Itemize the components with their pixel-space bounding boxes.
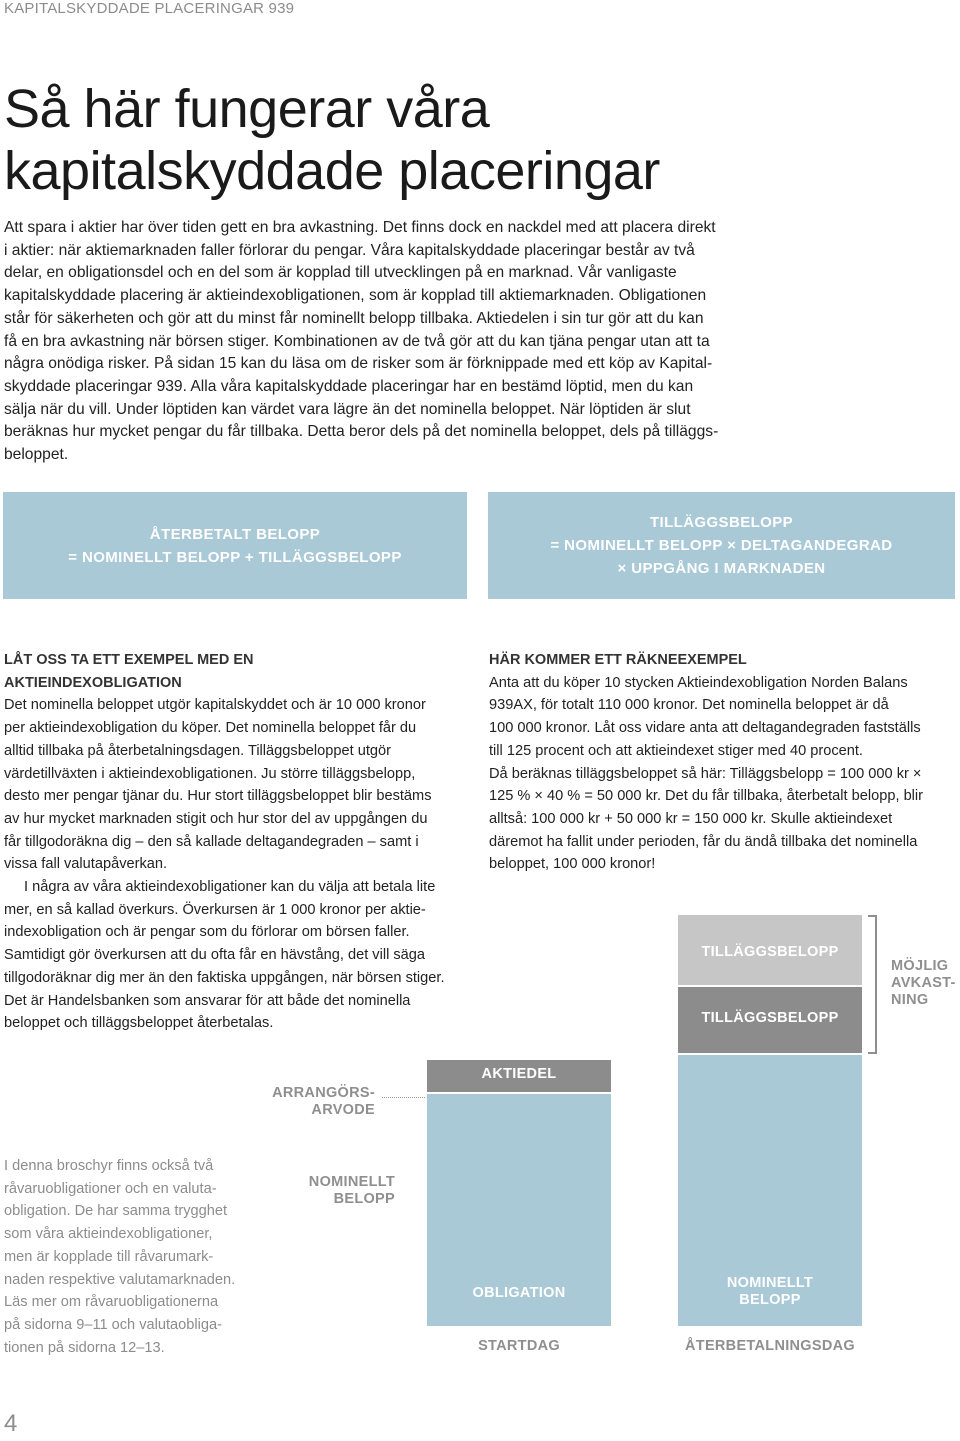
diagram-label-tillagg-top: TILLÄGGSBELOPP bbox=[701, 944, 839, 960]
text-line: av hur mycket marknaden stigit och hur stor del av uppgången du bbox=[4, 810, 428, 827]
bracket-icon bbox=[866, 915, 888, 1055]
label-line: BELOPP bbox=[739, 1292, 801, 1308]
text-line: Anta att du köper 10 stycken Aktieindexobligation Norden Balans bbox=[489, 674, 908, 691]
text-line: Läs mer om råvaruobligationerna bbox=[4, 1294, 219, 1311]
text-line: 939AX, för totalt 110 000 kronor. Det nominella beloppet är då bbox=[489, 697, 889, 714]
diagram-label-tillagg-bottom: TILLÄGGSBELOPP bbox=[701, 1010, 839, 1026]
label-line: NOMINELLT bbox=[308, 1174, 395, 1190]
text-line: per aktieindexobligation du köper. Det nominella beloppet får du bbox=[4, 720, 417, 737]
text-line: desto mer pengar tjänar du. Hur stort tilläggsbeloppet blir bestäms bbox=[4, 788, 432, 805]
text-line: på sidorna 9–11 och valutaobliga- bbox=[4, 1316, 222, 1333]
text-line: Samtidigt gör överkursen att du ofta får en hävstång, det vill säga bbox=[4, 947, 426, 964]
intro-line: kapitalskyddade placering är aktieindexobligationen, som är kopplad till aktiemarknaden. Obligationen bbox=[4, 287, 707, 305]
diagram-label-nominellt-right bbox=[678, 1275, 862, 1309]
formula-line: = NOMINELLT BELOPP × DELTAGANDEGRAD bbox=[550, 537, 893, 554]
text-line: 100 000 kronor. Låt oss vidare anta att deltagandegraden fastställs bbox=[489, 720, 921, 737]
intro-line: sälja när du vill. Under löptiden kan värdet vara lägre än det nominella beloppet. När löptiden är slut bbox=[4, 400, 691, 418]
text-line: beloppet och tilläggsbeloppet återbetalas. bbox=[4, 1015, 274, 1032]
label-line: ARVODE bbox=[311, 1102, 375, 1118]
intro-line: några onödiga risker. På sidan 15 kan du läsa om de risker som är förknippade med ett köp av Kapital- bbox=[4, 355, 713, 373]
side-note bbox=[4, 1155, 254, 1359]
text-line: Då beräknas tilläggsbeloppet så här: Tilläggsbelopp = 100 000 kr × bbox=[489, 765, 922, 782]
text-line: får tillgodoräkna dig – den så kallade deltagandegraden – samt i bbox=[4, 833, 419, 850]
text-line: råvaruobligationer och en valuta- bbox=[4, 1180, 217, 1197]
text-line: tionen på sidorna 12–13. bbox=[4, 1339, 165, 1356]
text-line: alltså: 100 000 kr + 50 000 kr = 150 000 kr. Skulle aktieindexet bbox=[489, 810, 893, 827]
diagram-label-obligation: OBLIGATION bbox=[472, 1285, 566, 1301]
text-line: vissa fall valutapåverkan. bbox=[4, 856, 168, 873]
intro-line: skyddade placeringar 939. Alla våra kapitalskyddade placeringar har en bestämd löptid, men du kan bbox=[4, 377, 694, 395]
text-line: indexobligation och är pengar som du förlorar om börsen faller. bbox=[4, 924, 410, 941]
text-line: naden respektive valutamarknaden. bbox=[4, 1271, 236, 1288]
diagram-label-arrangorsarvode bbox=[262, 1085, 375, 1119]
intro-line: står för säkerheten och gör att du minst får nominellt belopp tillbaka. Aktiedelen i sin tur gör att du kan bbox=[4, 309, 704, 327]
formula-line: × UPPGÅNG I MARKNADEN bbox=[617, 560, 826, 577]
diagram-label-overkurs: ÖVERKURS bbox=[476, 1028, 562, 1044]
label-line: ARRANGÖRS- bbox=[272, 1085, 375, 1101]
formula-line: = NOMINELLT BELOPP + TILLÄGGSBELOPP bbox=[68, 548, 402, 566]
page-number: 4 bbox=[4, 1410, 18, 1437]
running-head: KAPITALSKYDDADE PLACERINGAR 939 bbox=[4, 0, 295, 17]
example-heading-line-1: LÅT OSS TA ETT EXEMPEL MED EN bbox=[4, 652, 254, 668]
text-line: Det nominella beloppet utgör kapitalskyddet och är 10 000 kronor bbox=[4, 697, 426, 714]
text-line: 125 % × 40 % = 50 000 kr. Det du får tillbaka, återbetalt belopp, blir bbox=[489, 788, 924, 805]
label-line: NING bbox=[891, 992, 929, 1008]
arrangorsarvode-connector bbox=[382, 1097, 425, 1098]
diagram-label-startdag: STARTDAG bbox=[478, 1338, 560, 1354]
intro-line: beloppet. bbox=[4, 446, 69, 464]
text-line: som våra aktieindexobligationer, bbox=[4, 1226, 213, 1243]
label-line: MÖJLIG bbox=[891, 958, 949, 974]
label-line: BELOPP bbox=[333, 1191, 395, 1207]
text-line: mer, en så kallad överkurs. Överkursen är 1 000 kronor per aktie- bbox=[4, 901, 426, 918]
text-line: Det är Handelsbanken som ansvarar för att både det nominella bbox=[4, 992, 411, 1009]
page-title-line-2: kapitalskyddade placeringar bbox=[4, 141, 660, 201]
label-line: AVKAST- bbox=[891, 975, 956, 991]
formula-line: TILLÄGGSBELOPP bbox=[649, 514, 794, 531]
example-heading-line-2: AKTIEINDEXOBLIGATION bbox=[4, 674, 182, 691]
diagram-label-nominellt-left bbox=[280, 1174, 395, 1208]
text-line: alltid tillbaka på återbetalningsdagen. Tilläggsbeloppet utgör bbox=[4, 742, 392, 759]
text-line: värdetillväxten i aktieindexobligationen. Ju större tilläggsbelopp, bbox=[4, 765, 416, 782]
text-line: beloppet, 100 000 kronor! bbox=[489, 856, 656, 873]
page-title-line-1: Så här fungerar våra bbox=[4, 79, 490, 139]
text-line: obligation. De har samma trygghet bbox=[4, 1203, 228, 1220]
text-line: men är kopplade till råvarumark- bbox=[4, 1248, 214, 1265]
calculation-heading: HÄR KOMMER ETT RÄKNEEXEMPEL bbox=[489, 652, 747, 668]
intro-line: beräknas hur mycket pengar du får tillbaka. Detta beror dels på det nominella beloppet, dels på tilläggs- bbox=[4, 423, 719, 441]
formula-line: ÅTERBETALT BELOPP bbox=[149, 525, 321, 543]
label-line: NOMINELLT bbox=[726, 1275, 814, 1291]
text-line: till 125 procent och att aktieindexet stiger med 40 procent. bbox=[489, 742, 863, 759]
intro-line: i aktier: när aktiemarknaden faller förlorar du pengar. Våra kapitalskyddade placeringar består av två bbox=[4, 241, 695, 259]
text-line: däremot ha fallit under perioden, får du ändå tillbaka det nominella bbox=[489, 833, 918, 850]
intro-line: delar, en obligationsdel och en del som är kopplad till utvecklingen på en marknad. Vår vanligaste bbox=[4, 264, 677, 282]
text-line: I några av våra aktieindexobligationer kan du välja att betala lite bbox=[24, 879, 436, 896]
intro-line: Att spara i aktier har över tiden gett en bra avkastning. Det finns dock en nackdel med att placera direkt bbox=[4, 219, 716, 236]
text-line: I denna broschyr finns också två bbox=[4, 1158, 214, 1174]
diagram-label-mojlig-avkastning bbox=[891, 958, 960, 1009]
diagram-label-aterbetalningsdag: ÅTERBETALNINGSDAG bbox=[685, 1338, 855, 1354]
intro-line: få en bra avkastning när börsen stiger. Kombinationen av de två gör att du kan tjäna pengar utan att ta bbox=[4, 332, 710, 350]
text-line: tillgodoräknar dig mer än den faktiska uppgången, när börsen stiger. bbox=[4, 969, 445, 986]
diagram-label-aktiedel: AKTIEDEL bbox=[481, 1066, 557, 1082]
